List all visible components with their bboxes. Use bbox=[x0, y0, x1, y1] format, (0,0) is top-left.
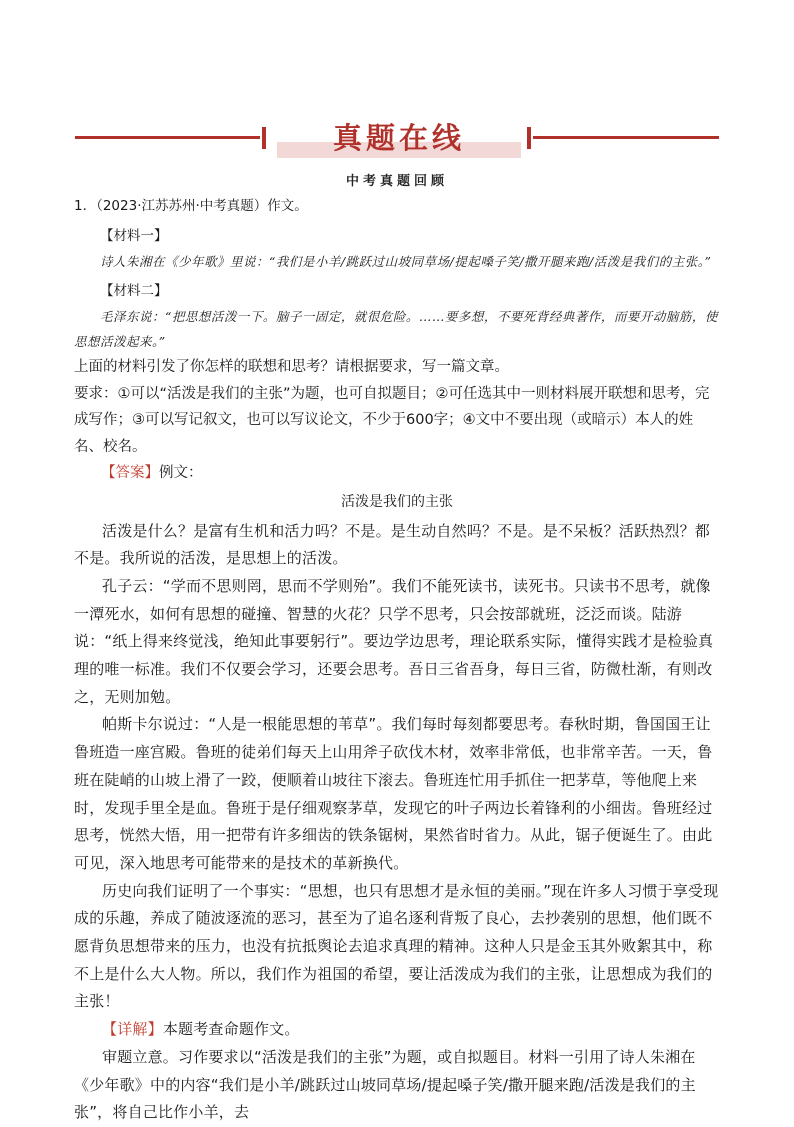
question-requirements: 要求：①可以“活泼是我们的主张”为题，也可自拟题目；②可任选其中一则材料展开联想和思考，完成写作；③可以写记叙文，也可以写议论文，不少于600字；④文中不要出现（或暗示）本人的姓名、校名。 bbox=[74, 385, 710, 455]
essay-paragraph-2: 孔子云：“学而不思则罔，思而不学则殆”。我们不能死读书，读死书。只读书不思考，就像一潭死水，如何有思想的碰撞、智慧的火花？只学不思考，只会按部就班，泛泛而谈。陆游说：“纸上得来终觉浅，绝知此事要躬行”。要边学边思考，理论联系实际，懂得实践才是检验真理的唯一标准。我们不仅要会学习，还要会思考。吾日三省吾身，每日三省，防微杜渐，有则改之，无则加勉。 bbox=[74, 576, 714, 706]
explanation-header bbox=[74, 1016, 720, 1044]
material2-text: 毛泽东说：“把思想活泼一下。脑子一固定，就很危险。……要多想，不要死背经典著作，而要开动脑筋，使思想活泼起来。” bbox=[74, 309, 718, 349]
material1-heading: 【材料一】 bbox=[100, 228, 168, 244]
explanation-intro: 本题考查命题作文。 bbox=[162, 1020, 300, 1039]
essay-paragraph-1: 活泼是什么？是富有生机和活力吗？不是。是生动自然吗？不是。是不呆板？活跃热烈？都不是。我所说的活泼，是思想上的活泼。 bbox=[74, 521, 711, 568]
essay-paragraph-4: 历史向我们证明了一个事实：“思想，也只有思想才是永恒的美丽。”现在许多人习惯于享受现成的乐趣，养成了随波逐流的恶习，甚至为了追名逐利背叛了良心，去抄袭别的思想，他们既不愿背负思想带来的压力，也没有抗抵舆论去追求真理的精神。这种人只是金玉其外败絮其中，称不上是什么大人物。所以，我们作为祖国的希望，要让活泼成为我们的主张，让思想成为我们的主张！ bbox=[74, 881, 719, 1011]
essay-title: 活泼是我们的主张 bbox=[341, 493, 453, 510]
essay-paragraph-3: 帕斯卡尔说过：“人是一根能思想的苇草”。我们每时每刻都要思考。春秋时期，鲁国国王让鲁班造一座宫殿。鲁班的徒弟们每天上山用斧子砍伐木材，效率非常低，也非常辛苦。一天，鲁班在陡峭的山坡上滑了一跤，便顺着山坡往下滚去。鲁班连忙用手抓住一把茅草，等他爬上来时，发现手里全是血。鲁班于是仔细观察茅草，发现它的叶子两边长着锋利的小细齿。鲁班经过思考，恍然大悟，用一把带有许多细齿的铁条锯树，果然省时省力。从此，锯子便诞生了。由此可见，深入地思考可能带来的是技术的革新换代。 bbox=[74, 715, 713, 872]
answer-intro: 例文： bbox=[159, 465, 203, 481]
banner-left-rule bbox=[75, 136, 260, 139]
material1-text: 诗人朱湘在《少年歌》里说：“我们是小羊/跳跃过山坡同草场/提起嗓子笑/撒开腿来跑/活泼是我们的主张。” bbox=[100, 254, 712, 269]
question-label: 1．（2023·江苏苏州·中考真题）作文。 bbox=[74, 198, 308, 214]
explanation-tag: 【详解】 bbox=[102, 1020, 163, 1039]
answer-header bbox=[74, 460, 720, 487]
banner-left-cap bbox=[262, 127, 266, 149]
page-subtitle: 中考真题回顾 bbox=[345, 174, 448, 189]
page-title: 真题在线 bbox=[332, 121, 465, 155]
banner-right-cap bbox=[527, 127, 531, 149]
question-prompt: 上面的材料引发了你怎样的联想和思考？请根据要求，写一篇文章。 bbox=[74, 359, 509, 375]
explanation-text: 审题立意。习作要求以“活泼是我们的主张”为题，或自拟题目。材料一引用了诗人朱湘在《少年歌》中的内容“我们是小羊/跳跃过山坡同草场/提起嗓子笑/撒开腿来跑/活泼是我们的主张”，将自己比作小羊，去 bbox=[74, 1047, 696, 1122]
document-content bbox=[74, 193, 720, 1127]
material2-heading: 【材料二】 bbox=[100, 283, 168, 299]
banner-right-rule bbox=[533, 136, 719, 139]
answer-tag: 【答案】 bbox=[101, 465, 159, 481]
section-banner bbox=[0, 118, 794, 164]
